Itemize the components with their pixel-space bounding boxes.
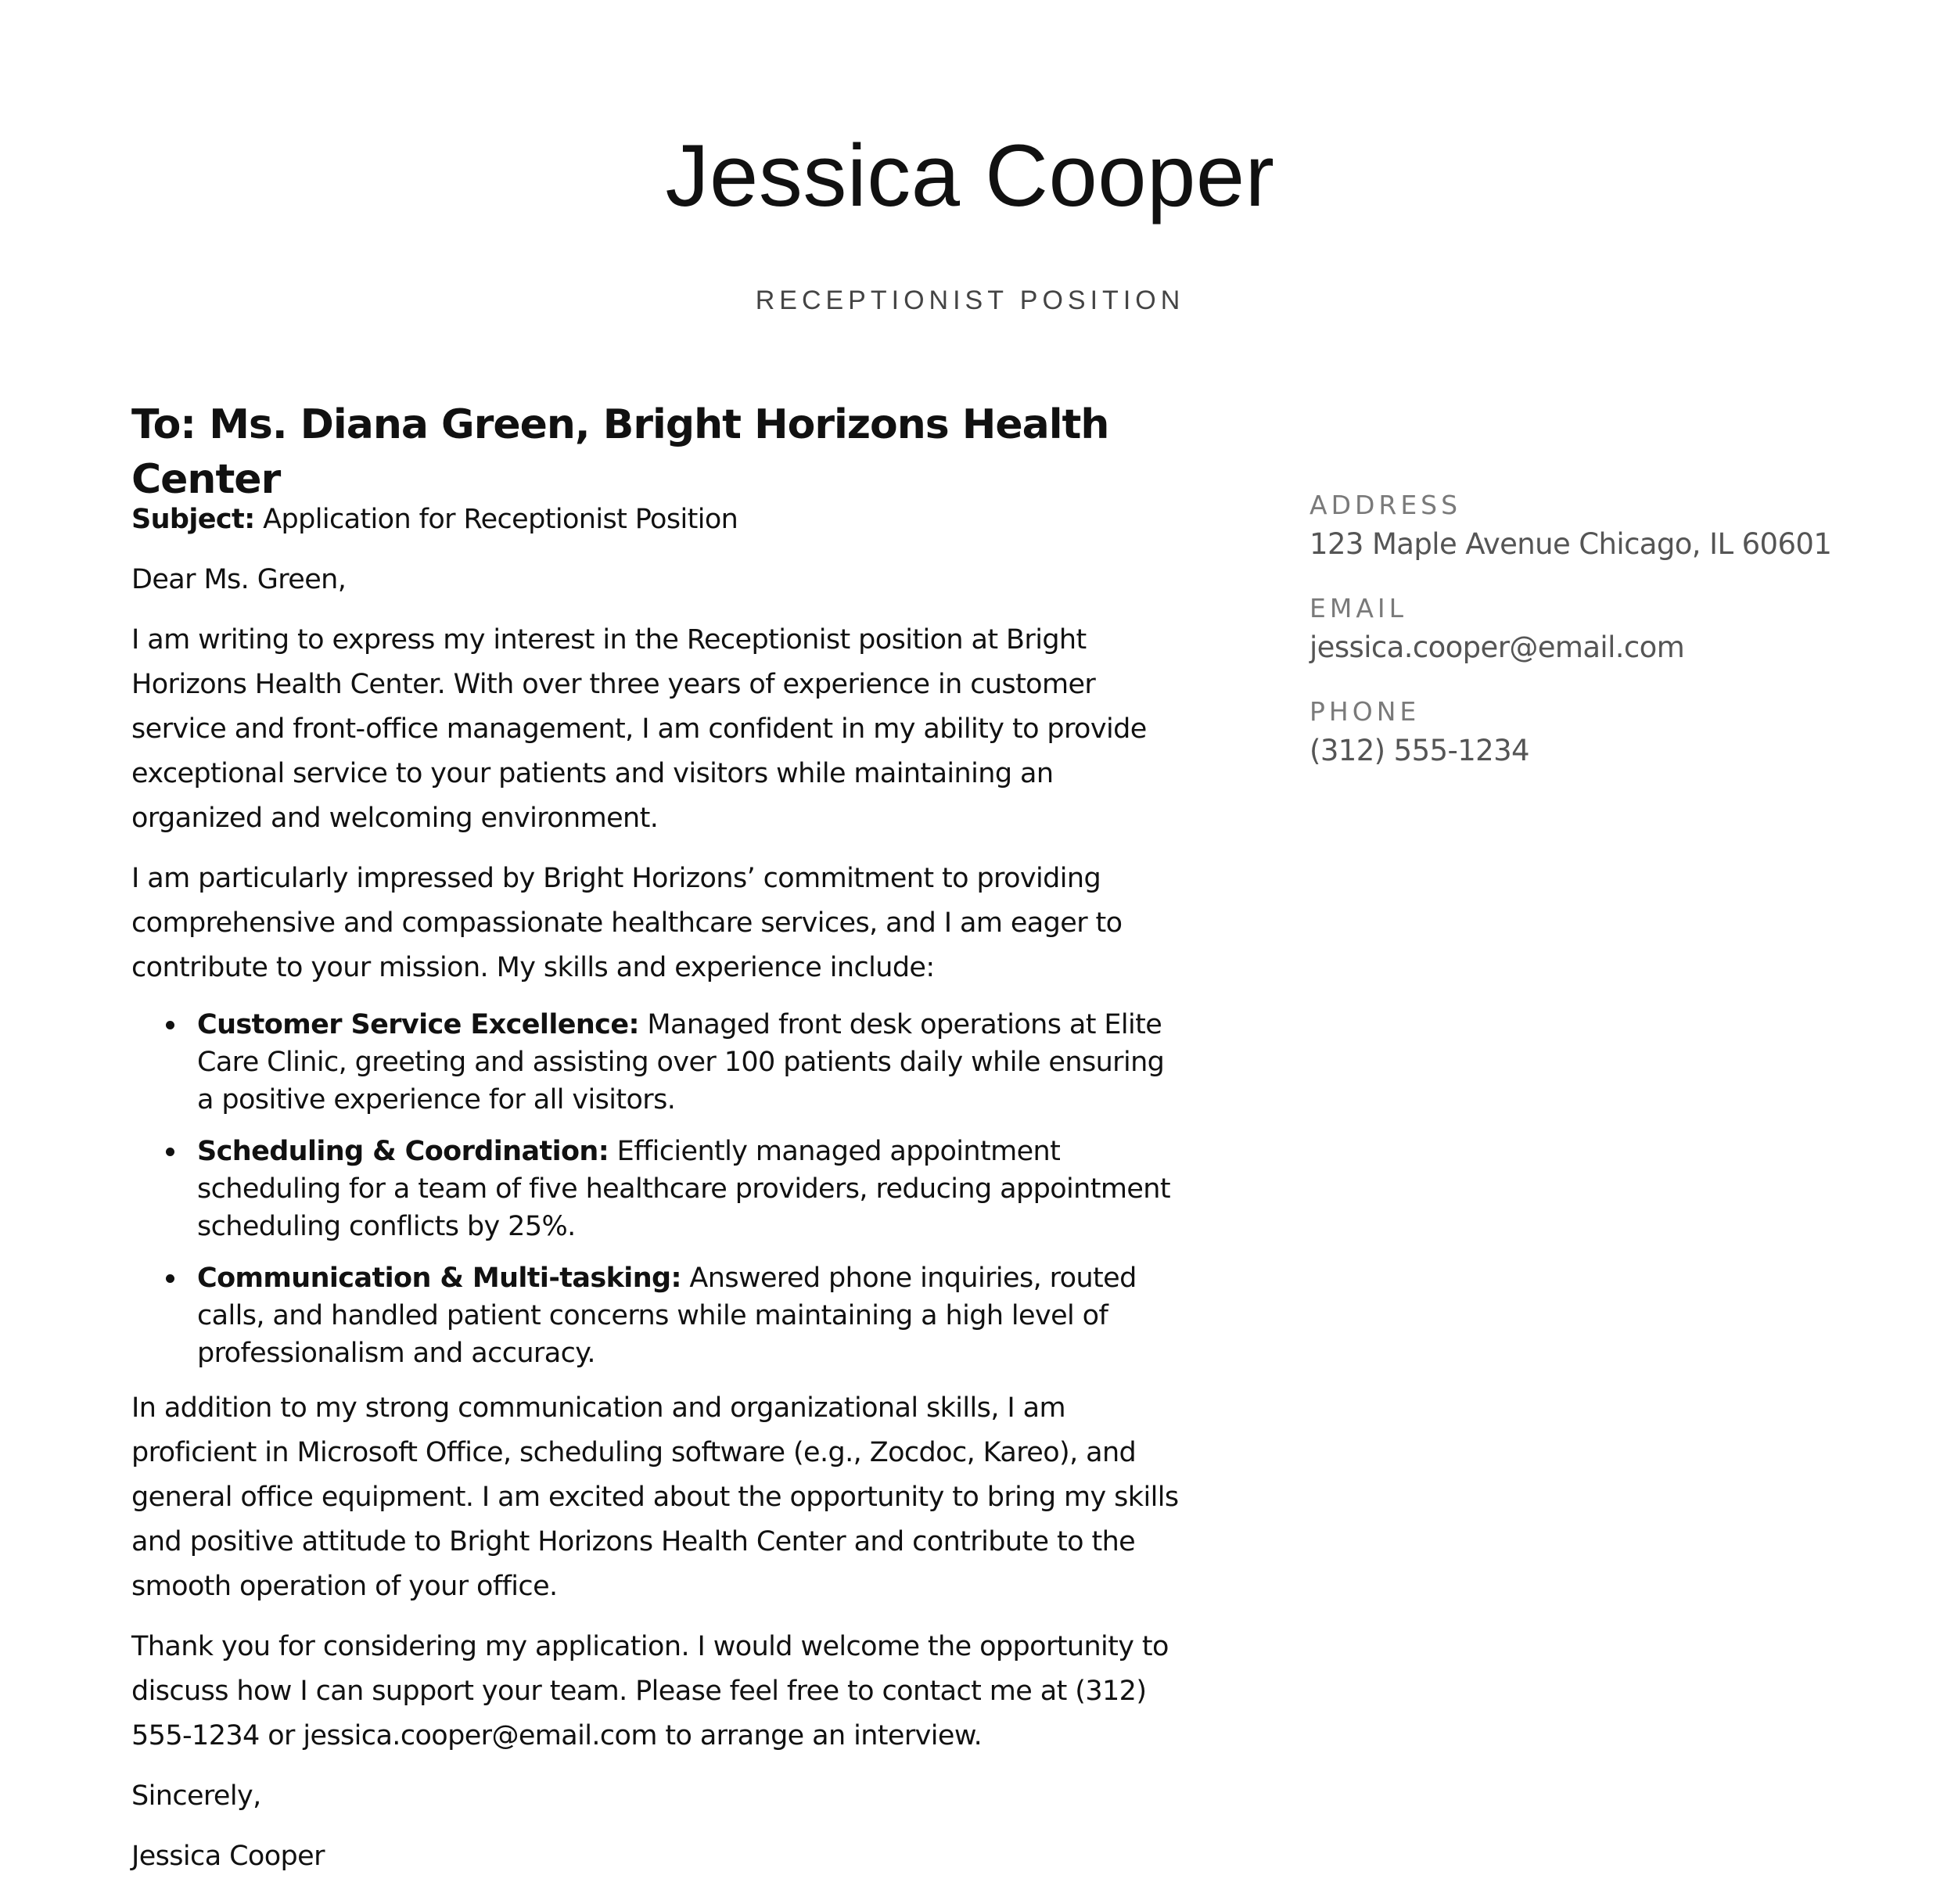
bullet-icon [166, 1021, 174, 1029]
greeting: Dear Ms. Green, [131, 564, 347, 595]
address-label: ADDRESS [1310, 490, 1462, 520]
letter-body [131, 498, 1180, 1895]
skill-title: Customer Service Excellence: [197, 1009, 639, 1040]
skill-text: Answered phone inquiries, routed calls, and handled patient concerns while maintaining a high level of professionalism and accuracy. [197, 1263, 1137, 1369]
skill-text: Efficiently managed appointment scheduling for a team of five healthcare providers, reducing appointment scheduling conflicts by 25%. [197, 1136, 1170, 1242]
bullet-icon [166, 1148, 174, 1156]
list-item [197, 1133, 1180, 1245]
subject-label: Subject: [131, 504, 255, 535]
subject-line [131, 498, 1180, 542]
contact-sidebar [1310, 488, 1873, 798]
bullet-icon [166, 1274, 174, 1283]
skills-list [131, 1006, 1180, 1372]
list-item [197, 1259, 1180, 1372]
subject-text: Application for Receptionist Position [254, 504, 738, 535]
phone-label: PHONE [1310, 696, 1421, 727]
skill-title: Scheduling & Coordination: [197, 1136, 609, 1167]
paragraph-skills: In addition to my strong communication and organizational skills, I am proficient in Microsoft Office, scheduling software (e.g., Zocdoc, Kareo), and general office equipment. I am excited about the opportunity to bring my skills and positive attitude to Bright Horizons Health Center and contribute to the smooth operation of your office. [131, 1392, 1179, 1602]
paragraph-intro: I am writing to express my interest in the Receptionist position at Bright Horizons Health Center. With over three years of experience in customer service and front-office management, I am confident in my ability to provide exceptional service to your patients and visitors while maintaining an organized and welcoming environment. [131, 624, 1147, 834]
closing: Sincerely, [131, 1780, 261, 1812]
email-label: EMAIL [1310, 593, 1408, 623]
list-item [197, 1006, 1180, 1119]
skill-title: Communication & Multi-tasking: [197, 1263, 681, 1294]
email-value[interactable]: jessica.cooper@email.com [1310, 630, 1685, 664]
recipient-heading: To: Ms. Diana Green, Bright Horizons Health Center [131, 401, 1109, 503]
paragraph-closing: Thank you for considering my application. I would welcome the opportunity to discuss how I can support your team. Please feel free to contact me at (312) 555-1234 or jessica.cooper@email.com to arrange an interview. [131, 1631, 1169, 1751]
skill-text: Managed front desk operations at Elite Care Clinic, greeting and assisting over 100 patients daily while ensuring a positive experience for all visitors. [197, 1009, 1165, 1115]
applicant-name: Jessica Cooper [665, 127, 1275, 225]
position-title: RECEPTIONIST POSITION [755, 286, 1185, 315]
phone-value[interactable]: (312) 555-1234 [1310, 734, 1529, 767]
paragraph-interest: I am particularly impressed by Bright Horizons’ commitment to providing comprehensive and compassionate healthcare services, and I am eager to contribute to your mission. My skills and experience include: [131, 863, 1123, 983]
signature: Jessica Cooper [131, 1841, 325, 1872]
address-value: 123 Maple Avenue Chicago, IL 60601 [1310, 527, 1832, 561]
